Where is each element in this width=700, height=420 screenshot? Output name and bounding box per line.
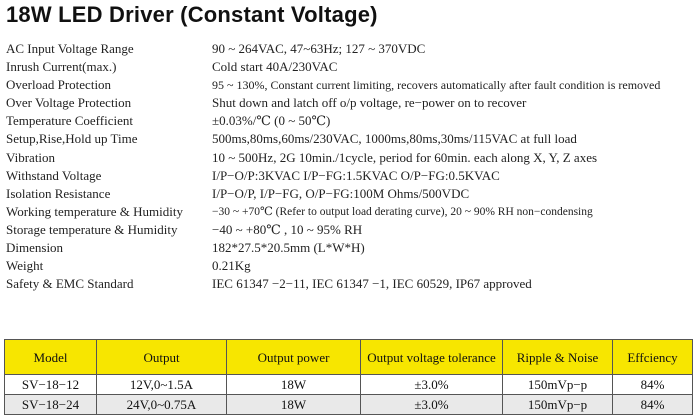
table-header-row xyxy=(5,340,693,375)
table-row xyxy=(5,375,693,395)
spec-value: −30 ~ +70℃ (Refer to output load derating curve), 20 ~ 90% RH non−condensing xyxy=(212,205,593,218)
spec-list xyxy=(6,40,696,293)
spec-value: 90 ~ 264VAC, 47~63Hz; 127 ~ 370VDC xyxy=(212,41,426,56)
spec-value: 182*27.5*20.5mm (L*W*H) xyxy=(212,240,365,256)
spec-label: Inrush Current(max.) xyxy=(6,59,117,75)
cell-efficiency: 84% xyxy=(613,375,693,395)
cell-voltage-tolerance: ±3.0% xyxy=(361,395,503,415)
cell-voltage-tolerance: ±3.0% xyxy=(361,375,503,395)
spec-row-safety-emc xyxy=(6,275,696,293)
spec-label: Vibration xyxy=(6,149,56,165)
spec-value: 500ms,80ms,60ms/230VAC, 1000ms,80ms,30ms/115VAC at full load xyxy=(212,131,577,147)
spec-label: Withstand Voltage xyxy=(6,167,102,183)
spec-row-overload-protection xyxy=(6,76,696,94)
model-table xyxy=(4,339,693,415)
spec-value: Cold start 40A/230VAC xyxy=(212,59,338,75)
header-ripple-noise: Ripple & Noise xyxy=(503,340,613,375)
header-output-power: Output power xyxy=(227,340,361,375)
spec-value: ±0.03%/℃ (0 ~ 50℃) xyxy=(212,113,331,129)
spec-label: Temperature Coefficient xyxy=(6,113,133,129)
spec-row-ac-input xyxy=(6,40,696,58)
cell-ripple-noise: 150mVp−p xyxy=(503,395,613,415)
spec-label: Overload Protection xyxy=(6,77,112,93)
spec-value: I/P−O/P, I/P−FG, O/P−FG:100M Ohms/500VDC xyxy=(212,185,470,201)
spec-row-working-temperature xyxy=(6,203,696,221)
cell-model: SV−18−24 xyxy=(5,395,97,415)
spec-row-over-voltage-protection xyxy=(6,94,696,112)
spec-row-weight xyxy=(6,257,696,275)
header-efficiency: Effciency xyxy=(613,340,693,375)
spec-label: Weight xyxy=(6,258,44,274)
cell-efficiency: 84% xyxy=(613,395,693,415)
spec-label: Working temperature & Humidity xyxy=(6,203,183,219)
spec-row-inrush-current xyxy=(6,58,696,76)
spec-row-storage-temperature xyxy=(6,221,696,239)
spec-value: 95 ~ 130%, Constant current limiting, recovers automatically after fault condition is removed xyxy=(212,78,661,93)
cell-model: SV−18−12 xyxy=(5,375,97,395)
spec-label: Dimension xyxy=(6,240,64,256)
spec-value: IEC 61347 −2−11, IEC 61347 −1, IEC 60529, IP67 approved xyxy=(212,276,532,292)
spec-label: Storage temperature & Humidity xyxy=(6,221,178,237)
header-voltage-tolerance: Output voltage tolerance xyxy=(361,340,503,375)
spec-value: −40 ~ +80℃ , 10 ~ 95% RH xyxy=(212,221,363,237)
spec-label: Over Voltage Protection xyxy=(6,95,132,111)
spec-value: 0.21Kg xyxy=(212,258,251,274)
spec-row-temperature-coefficient xyxy=(6,112,696,130)
cell-output: 12V,0~1.5A xyxy=(97,375,227,395)
spec-value: 10 ~ 500Hz, 2G 10min./1cycle, period for 60min. each along X, Y, Z axes xyxy=(212,149,598,165)
spec-value: Shut down and latch off o/p voltage, re−power on to recover xyxy=(212,95,527,111)
header-model: Model xyxy=(5,340,97,375)
spec-label: Safety & EMC Standard xyxy=(6,276,134,292)
header-output: Output xyxy=(97,340,227,375)
spec-row-dimension xyxy=(6,239,696,257)
spec-label: Isolation Resistance xyxy=(6,185,111,201)
cell-ripple-noise: 150mVp−p xyxy=(503,375,613,395)
cell-output: 24V,0~0.75A xyxy=(97,395,227,415)
cell-output-power: 18W xyxy=(227,395,361,415)
spec-row-isolation-resistance xyxy=(6,185,696,203)
spec-row-setup-rise-holdup xyxy=(6,130,696,148)
spec-value: I/P−O/P:3KVAC I/P−FG:1.5KVAC O/P−FG:0.5KVAC xyxy=(212,167,500,183)
spec-label: Setup,Rise,Hold up Time xyxy=(6,131,138,147)
spec-label: AC Input Voltage Range xyxy=(6,41,134,56)
table-row xyxy=(5,395,693,415)
spec-row-vibration xyxy=(6,149,696,167)
spec-row-withstand-voltage xyxy=(6,167,696,185)
cell-output-power: 18W xyxy=(227,375,361,395)
page-title: 18W LED Driver (Constant Voltage) xyxy=(6,2,378,27)
